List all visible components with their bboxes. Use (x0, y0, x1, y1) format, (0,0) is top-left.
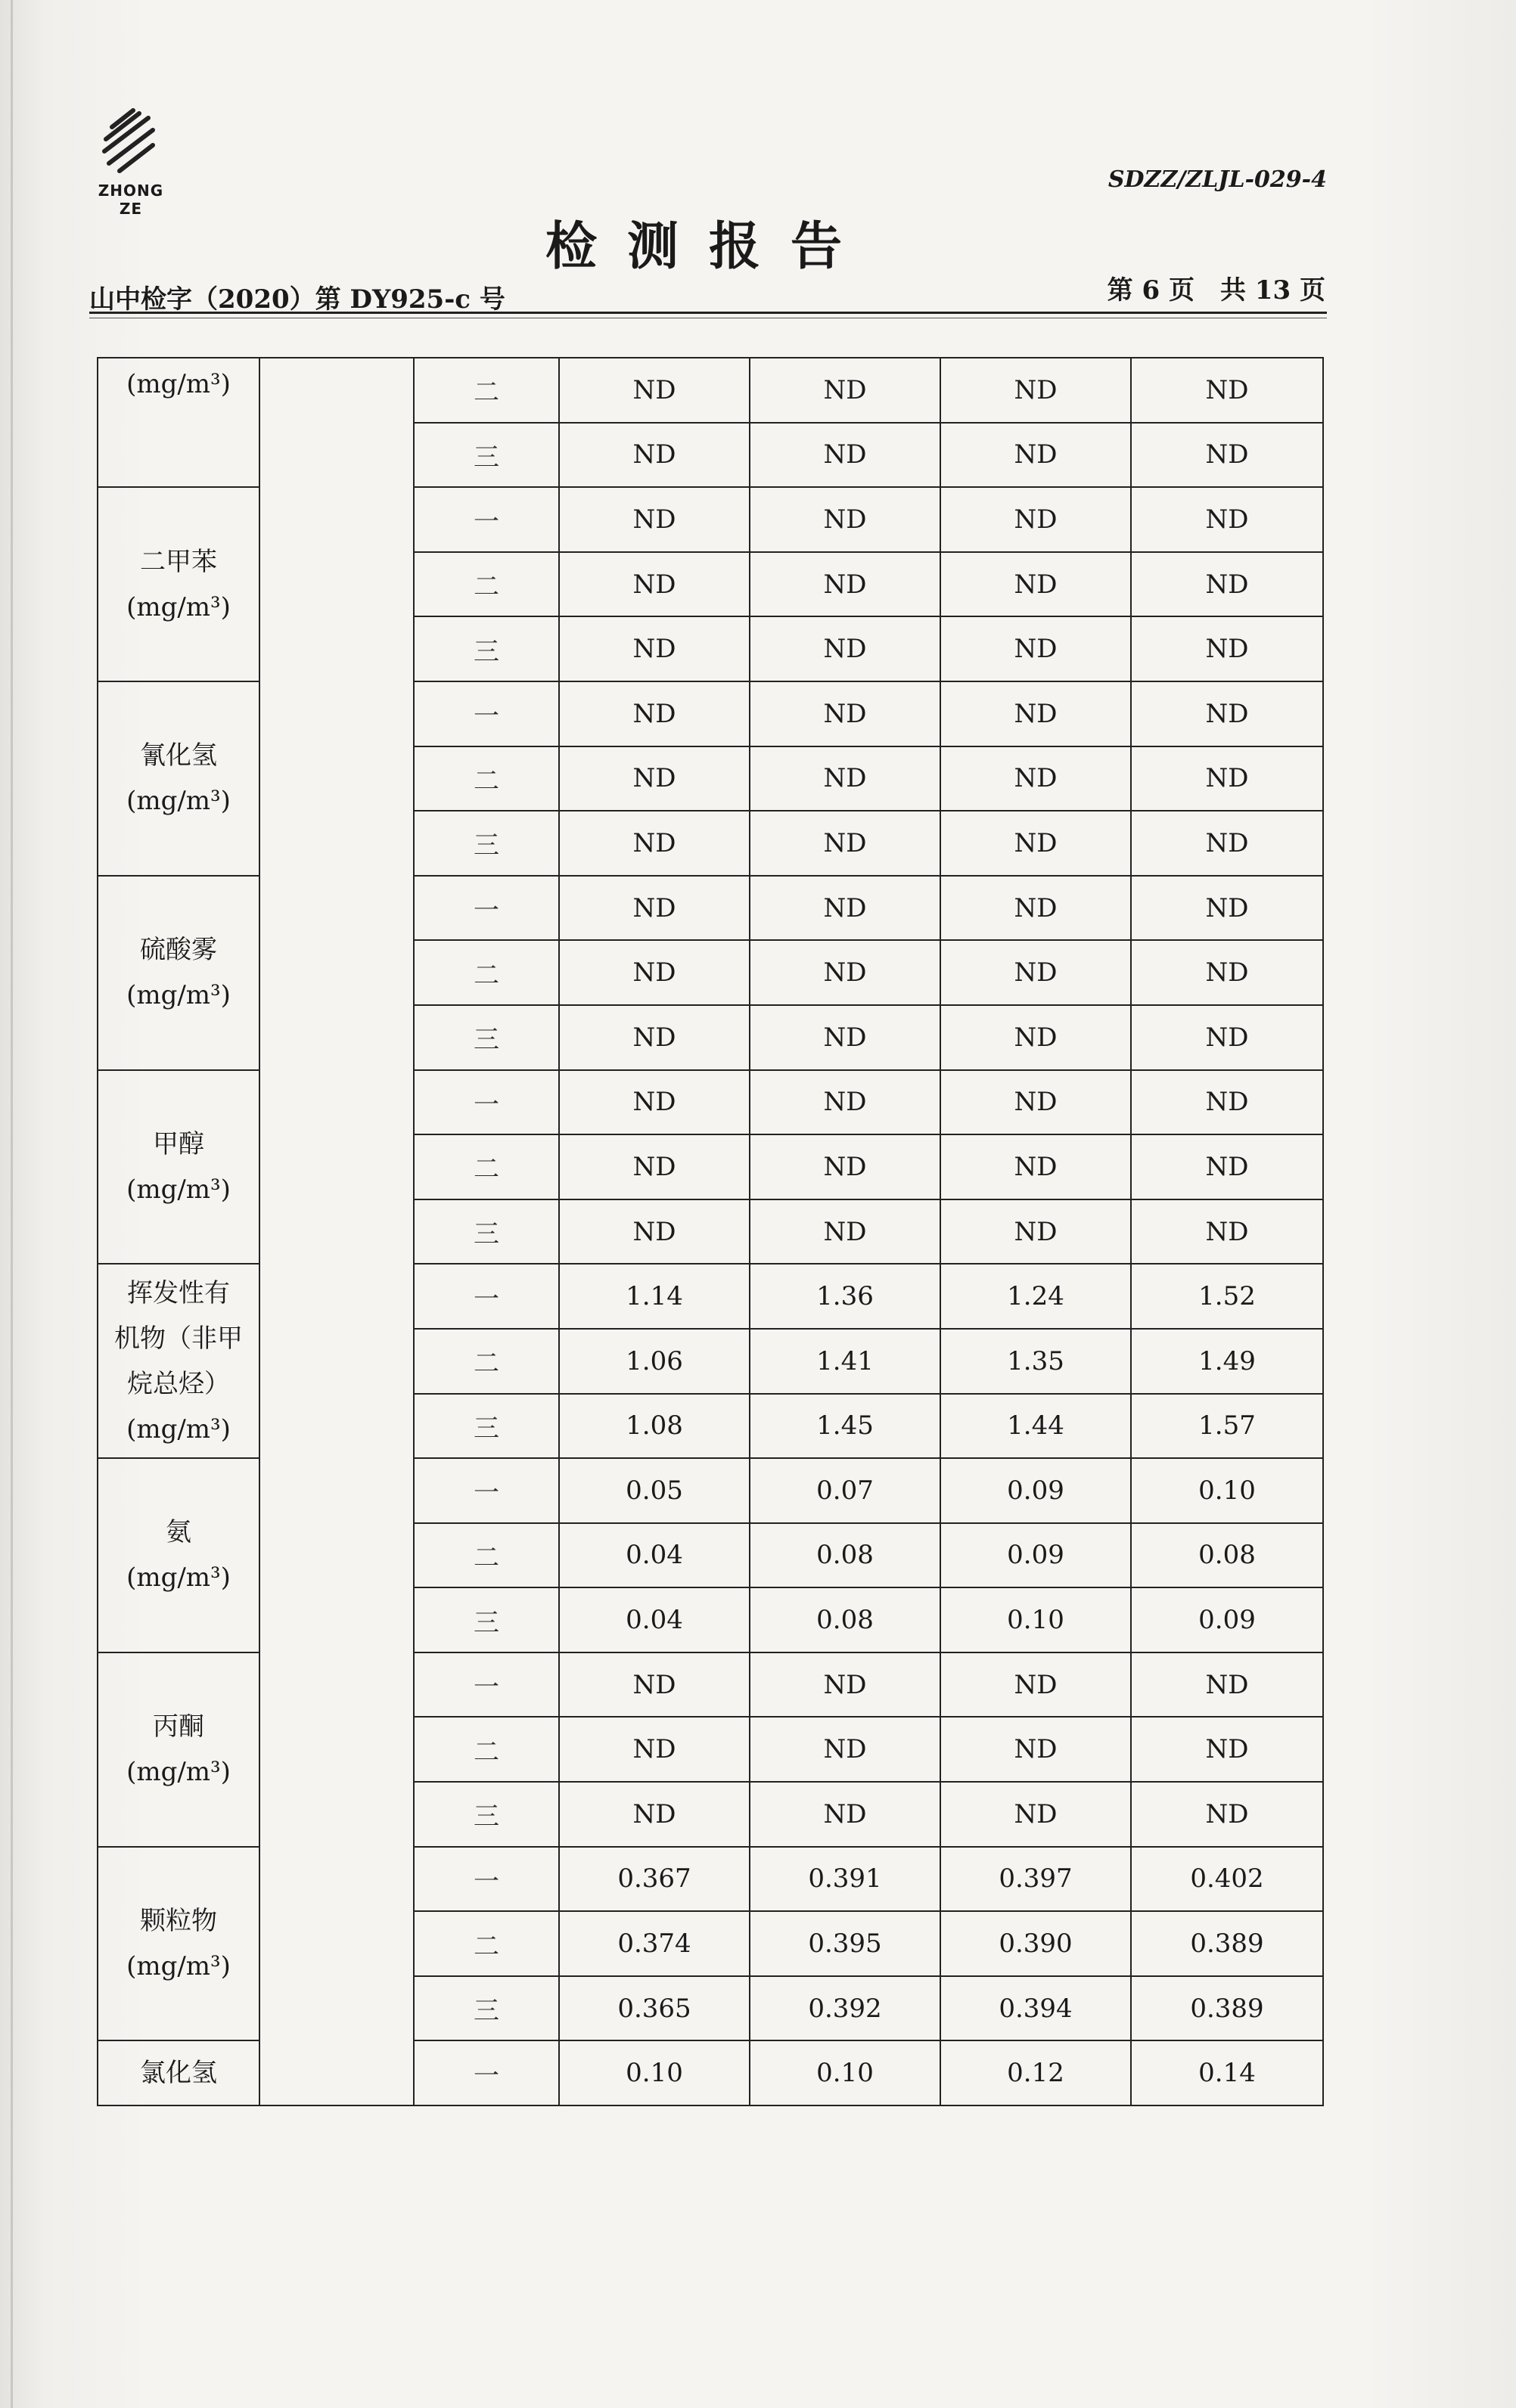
measurement-value: 0.392 (750, 1976, 940, 2041)
sample-sequence: 一 (414, 1652, 559, 1718)
measurement-value: ND (559, 1199, 750, 1265)
measurement-value: 1.08 (559, 1394, 750, 1459)
sample-sequence: 三 (414, 1976, 559, 2041)
item-name: 丙酮 (153, 1711, 204, 1742)
sample-sequence: 三 (414, 811, 559, 876)
sample-sequence: 一 (414, 876, 559, 941)
measurement-value: 1.52 (1131, 1264, 1323, 1329)
item-name-cell (98, 1847, 259, 2041)
measurement-value: ND (940, 746, 1131, 811)
sample-sequence: 二 (414, 940, 559, 1005)
measurement-value: ND (1131, 746, 1323, 811)
measurement-value: 0.04 (559, 1587, 750, 1652)
measurement-value: ND (559, 1005, 750, 1070)
measurement-value: 0.12 (940, 2040, 1131, 2105)
binding-edge (11, 0, 13, 2408)
measurement-value: ND (750, 1005, 940, 1070)
measurement-value: ND (750, 1070, 940, 1135)
measurement-value: ND (1131, 1199, 1323, 1265)
measurement-value: 1.45 (750, 1394, 940, 1459)
item-name-cell (98, 1652, 259, 1847)
sample-sequence: 一 (414, 487, 559, 552)
measurement-value: ND (940, 1005, 1131, 1070)
measurement-value: 0.394 (940, 1976, 1131, 2041)
item-name-cell (98, 1458, 259, 1652)
measurement-value: 0.367 (559, 1847, 750, 1912)
measurement-value: ND (1131, 552, 1323, 617)
item-name: 硫酸雾 (140, 935, 217, 966)
sample-sequence: 一 (414, 1264, 559, 1329)
sample-sequence: 二 (414, 1329, 559, 1394)
measurement-value: 0.09 (940, 1458, 1131, 1523)
measurement-value: ND (750, 552, 940, 617)
measurement-value: ND (559, 876, 750, 941)
measurement-value: ND (559, 1782, 750, 1847)
measurement-value: ND (940, 1652, 1131, 1718)
item-name: 二甲苯 (140, 546, 217, 577)
measurement-value: ND (1131, 811, 1323, 876)
measurement-value: ND (750, 358, 940, 423)
item-name: 氰化氢 (140, 740, 217, 771)
measurement-value: ND (1131, 1782, 1323, 1847)
report-number: 山中检字（2020）第 DY925-c 号 (89, 284, 505, 315)
sample-sequence: 二 (414, 1717, 559, 1782)
logo-text: ZHONG ZE (98, 182, 164, 218)
measurement-value: 0.390 (940, 1911, 1131, 1976)
item-unit: (mg/m³) (126, 1562, 231, 1593)
results-table-body (98, 358, 1323, 2105)
measurement-value: ND (750, 1782, 940, 1847)
item-name-cell (98, 681, 259, 876)
item-name: 烷总烃） (127, 1368, 230, 1399)
item-unit: (mg/m³) (126, 1757, 231, 1788)
measurement-value: ND (750, 746, 940, 811)
measurement-value: 0.09 (1131, 1587, 1323, 1652)
measurement-value: ND (1131, 940, 1323, 1005)
measurement-value: 0.389 (1131, 1911, 1323, 1976)
measurement-value: 1.36 (750, 1264, 940, 1329)
measurement-value: ND (559, 681, 750, 746)
item-name: 挥发性有 (127, 1277, 230, 1308)
measurement-value: ND (1131, 487, 1323, 552)
measurement-value: ND (940, 811, 1131, 876)
item-unit: (mg/m³) (126, 591, 231, 622)
item-name: 氯化氢 (140, 2058, 217, 2089)
measurement-value: ND (940, 876, 1131, 941)
measurement-value: 0.395 (750, 1911, 940, 1976)
item-name: 氨 (166, 1517, 191, 1548)
measurement-value: ND (1131, 616, 1323, 681)
sample-sequence: 一 (414, 1458, 559, 1523)
item-name-cell (98, 876, 259, 1070)
measurement-value: 0.07 (750, 1458, 940, 1523)
measurement-value: ND (1131, 358, 1323, 423)
measurement-value: 0.374 (559, 1911, 750, 1976)
measurement-value: ND (750, 940, 940, 1005)
measurement-value: ND (940, 616, 1131, 681)
item-unit: (mg/m³) (126, 786, 231, 817)
item-unit: (mg/m³) (126, 1174, 231, 1205)
sample-sequence: 三 (414, 423, 559, 488)
item-name-cell (98, 2040, 259, 2105)
measurement-value: ND (559, 940, 750, 1005)
measurement-value: ND (559, 1134, 750, 1199)
measurement-value: ND (940, 487, 1131, 552)
item-name-cell (98, 1264, 259, 1458)
measurement-value: ND (1131, 1717, 1323, 1782)
measurement-value: 0.397 (940, 1847, 1131, 1912)
measurement-value: ND (750, 1134, 940, 1199)
measurement-value: 0.08 (1131, 1523, 1323, 1588)
measurement-value: 0.10 (559, 2040, 750, 2105)
measurement-value: ND (940, 1134, 1131, 1199)
item-name: 机物（非甲 (114, 1323, 243, 1354)
measurement-value: ND (1131, 1652, 1323, 1718)
measurement-value: ND (940, 552, 1131, 617)
measurement-value: ND (559, 423, 750, 488)
measurement-value: ND (1131, 681, 1323, 746)
measurement-value: ND (559, 552, 750, 617)
item-name: 颗粒物 (140, 1906, 217, 1937)
measurement-value: ND (1131, 1005, 1323, 1070)
measurement-value: 0.402 (1131, 1847, 1323, 1912)
measurement-value: 1.44 (940, 1394, 1131, 1459)
measurement-value: 0.04 (559, 1523, 750, 1588)
item-name-cell (98, 1070, 259, 1265)
measurement-value: ND (750, 1199, 940, 1265)
sampling-point-cell (259, 358, 414, 2105)
measurement-value: ND (940, 1782, 1131, 1847)
measurement-value: 0.365 (559, 1976, 750, 2041)
measurement-value: ND (559, 811, 750, 876)
measurement-value: ND (750, 811, 940, 876)
measurement-value: ND (750, 616, 940, 681)
measurement-value: ND (559, 616, 750, 681)
sample-sequence: 二 (414, 1523, 559, 1588)
measurement-value: 0.10 (940, 1587, 1131, 1652)
measurement-value: 0.05 (559, 1458, 750, 1523)
measurement-value: ND (940, 358, 1131, 423)
sample-sequence: 一 (414, 1070, 559, 1135)
company-logo (89, 106, 172, 218)
measurement-value: 0.14 (1131, 2040, 1323, 2105)
measurement-value: 0.09 (940, 1523, 1131, 1588)
sample-sequence: 二 (414, 746, 559, 811)
page-number: 第 6 页 共 13 页 (1107, 275, 1325, 306)
measurement-value: 1.14 (559, 1264, 750, 1329)
measurement-value: ND (1131, 1134, 1323, 1199)
item-name-cell (98, 487, 259, 681)
item-unit: (mg/m³) (126, 1413, 231, 1444)
measurement-value: ND (559, 1070, 750, 1135)
item-name: 甲醇 (153, 1128, 204, 1159)
sample-sequence: 二 (414, 358, 559, 423)
measurement-value: 1.57 (1131, 1394, 1323, 1459)
measurement-value: ND (750, 876, 940, 941)
item-name-cell (98, 358, 259, 487)
sample-sequence: 一 (414, 1847, 559, 1912)
measurement-value: 1.41 (750, 1329, 940, 1394)
item-unit: (mg/m³) (126, 980, 231, 1011)
measurement-value: ND (750, 1717, 940, 1782)
measurement-value: ND (940, 423, 1131, 488)
measurement-value: ND (750, 1652, 940, 1718)
sample-sequence: 三 (414, 1199, 559, 1265)
sample-sequence: 二 (414, 1134, 559, 1199)
results-table (97, 357, 1324, 2106)
measurement-value: ND (750, 423, 940, 488)
measurement-value: ND (559, 746, 750, 811)
measurement-value: ND (559, 487, 750, 552)
measurement-value: ND (1131, 1070, 1323, 1135)
measurement-value: ND (559, 1652, 750, 1718)
item-unit: (mg/m³) (126, 1951, 231, 1982)
measurement-value: ND (940, 1199, 1131, 1265)
measurement-value: 0.391 (750, 1847, 940, 1912)
measurement-value: ND (940, 1070, 1131, 1135)
table-row (98, 358, 1323, 423)
measurement-value: ND (559, 1717, 750, 1782)
sample-sequence: 二 (414, 1911, 559, 1976)
item-unit: (mg/m³) (126, 369, 231, 399)
sample-sequence: 三 (414, 1005, 559, 1070)
logo-icon (89, 106, 172, 182)
header-rule (89, 312, 1327, 314)
measurement-value: 1.24 (940, 1264, 1131, 1329)
measurement-value: 1.06 (559, 1329, 750, 1394)
measurement-value: 0.10 (750, 2040, 940, 2105)
measurement-value: ND (750, 681, 940, 746)
measurement-value: 0.08 (750, 1587, 940, 1652)
measurement-value: ND (940, 1717, 1131, 1782)
sample-sequence: 三 (414, 1394, 559, 1459)
sample-sequence: 三 (414, 616, 559, 681)
measurement-value: ND (940, 681, 1131, 746)
measurement-value: 0.10 (1131, 1458, 1323, 1523)
sample-sequence: 一 (414, 2040, 559, 2105)
report-title: 检测报告 (545, 216, 872, 277)
sample-sequence: 三 (414, 1782, 559, 1847)
sample-sequence: 一 (414, 681, 559, 746)
measurement-value: ND (1131, 876, 1323, 941)
measurement-value: 1.49 (1131, 1329, 1323, 1394)
measurement-value: ND (559, 358, 750, 423)
measurement-value: ND (750, 487, 940, 552)
measurement-value: ND (940, 940, 1131, 1005)
measurement-value: ND (1131, 423, 1323, 488)
document-code: SDZZ/ZLJL-029-4 (1107, 166, 1327, 193)
measurement-value: 1.35 (940, 1329, 1131, 1394)
sample-sequence: 二 (414, 552, 559, 617)
measurement-value: 0.389 (1131, 1976, 1323, 2041)
measurement-value: 0.08 (750, 1523, 940, 1588)
sample-sequence: 三 (414, 1587, 559, 1652)
